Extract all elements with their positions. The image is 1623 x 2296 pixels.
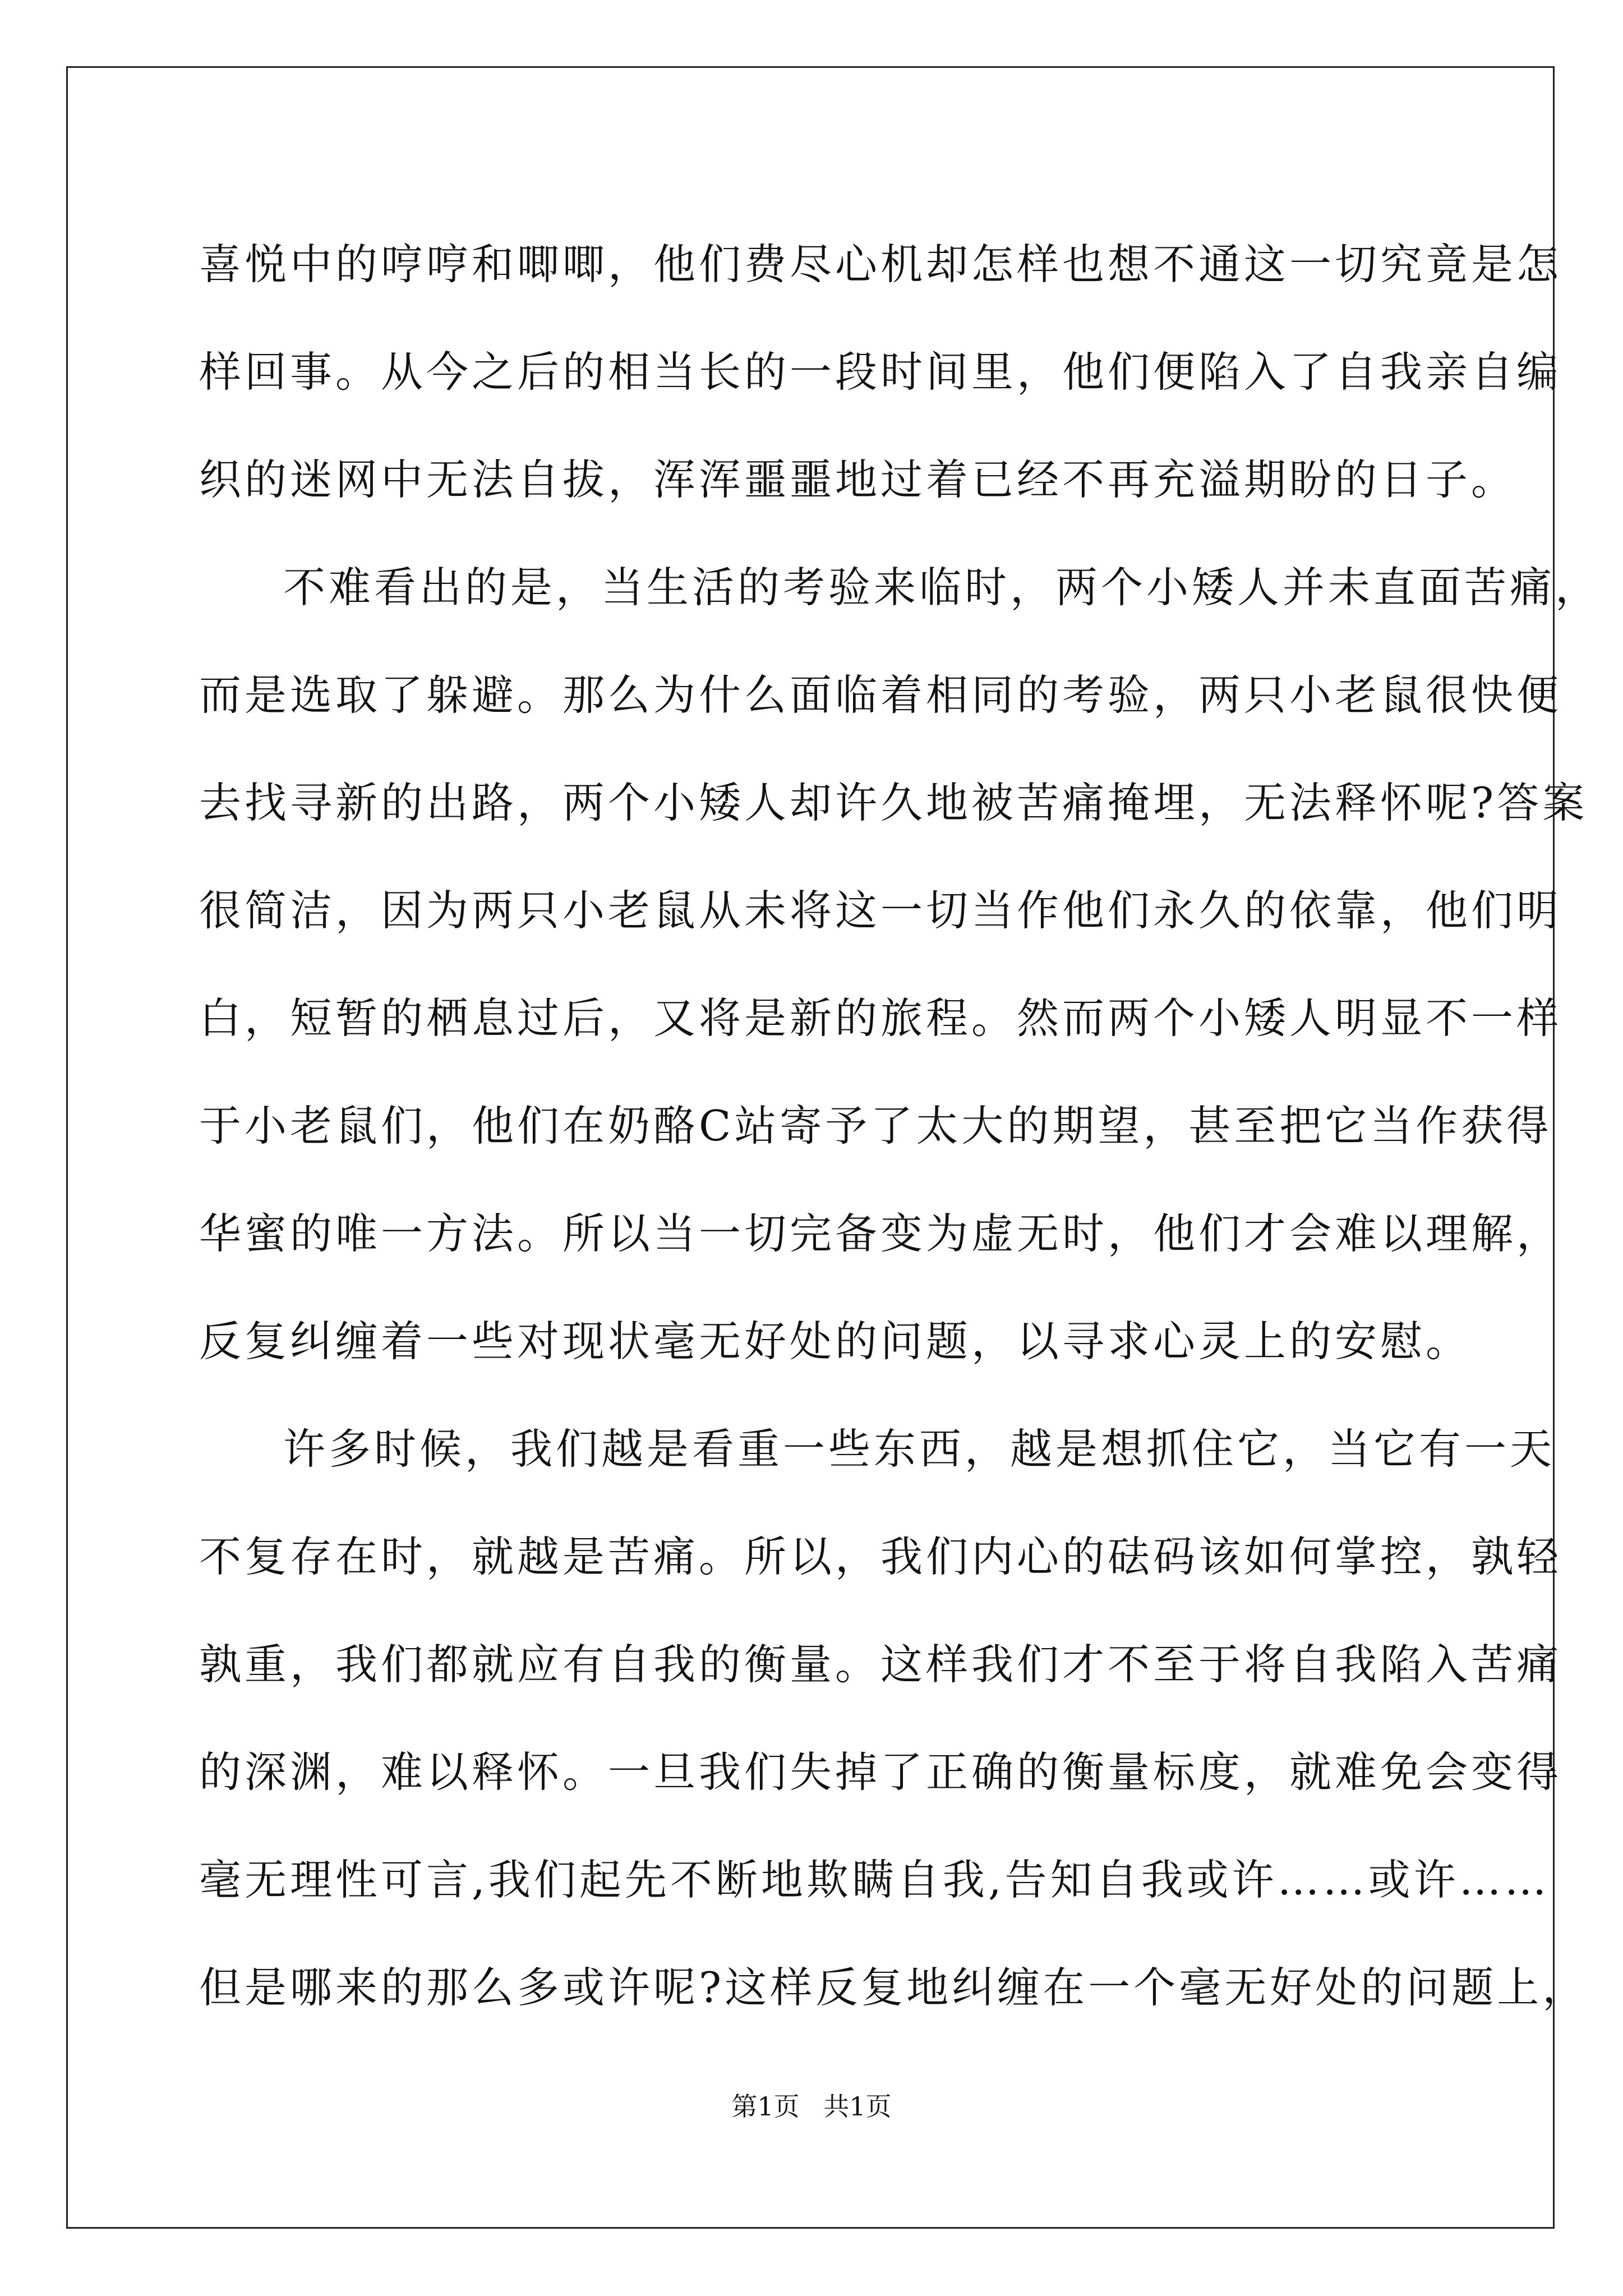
text-line: 白，短暂的栖息过后，又将是新的旅程。然而两个小矮人明显不一样 (199, 993, 1562, 1043)
text-line: 去找寻新的出路，两个小矮人却许久地被苦痛掩埋，无法释怀呢?答案 (199, 778, 1588, 827)
text-line: 很简洁，因为两只小老鼠从未将这一切当作他们永久的依靠，他们明 (199, 886, 1562, 935)
text-line: 反复纠缠着一些对现状毫无好处的问题，以寻求心灵上的安慰。 (199, 1317, 1472, 1366)
text-line: 不复存在时，就越是苦痛。所以，我们内心的砝码该如何掌控，孰轻 (199, 1532, 1562, 1581)
text-line: 华蜜的唯一方法。所以当一切完备变为虚无时，他们才会难以理解， (199, 1209, 1562, 1258)
text-line: 但是哪来的那么多或许呢?这样反复地纠缠在一个毫无好处的问题上， (199, 1963, 1588, 2012)
text-line: 喜悦中的哼哼和唧唧，他们费尽心机却怎样也想不通这一切究竟是怎 (199, 240, 1562, 289)
text-line: 于小老鼠们，他们在奶酪C站寄予了太大的期望，甚至把它当作获得 (199, 1101, 1552, 1151)
text-line: 而是选取了躲避。那么为什么面临着相同的考验，两只小老鼠很快便 (199, 670, 1562, 720)
page-total: 共1页 (823, 2091, 892, 2122)
text-line: 样回事。从今之后的相当长的一段时间里，他们便陷入了自我亲自编 (199, 347, 1562, 397)
paragraph-first-line: 许多时候，我们越是看重一些东西，越是想抓住它，当它有一天 (283, 1424, 1556, 1474)
text-line: 织的迷网中无法自拔，浑浑噩噩地过着已经不再充溢期盼的日子。 (199, 455, 1517, 504)
text-line: 孰重，我们都就应有自我的衡量。这样我们才不至于将自我陷入苦痛 (199, 1640, 1562, 1689)
paragraph-first-line: 不难看出的是，当生活的考验来临时，两个小矮人并未直面苦痛， (283, 563, 1601, 612)
text-line: 的深渊，难以释怀。一旦我们失掉了正确的衡量标度，就难免会变得 (199, 1747, 1562, 1797)
page-current: 第1页 (731, 2091, 800, 2122)
text-line: 毫无理性可言,我们起先不断地欺瞒自我,告知自我或许……或许…… (199, 1855, 1550, 1904)
page-footer (0, 2090, 1623, 2123)
document-body (199, 210, 1601, 2041)
